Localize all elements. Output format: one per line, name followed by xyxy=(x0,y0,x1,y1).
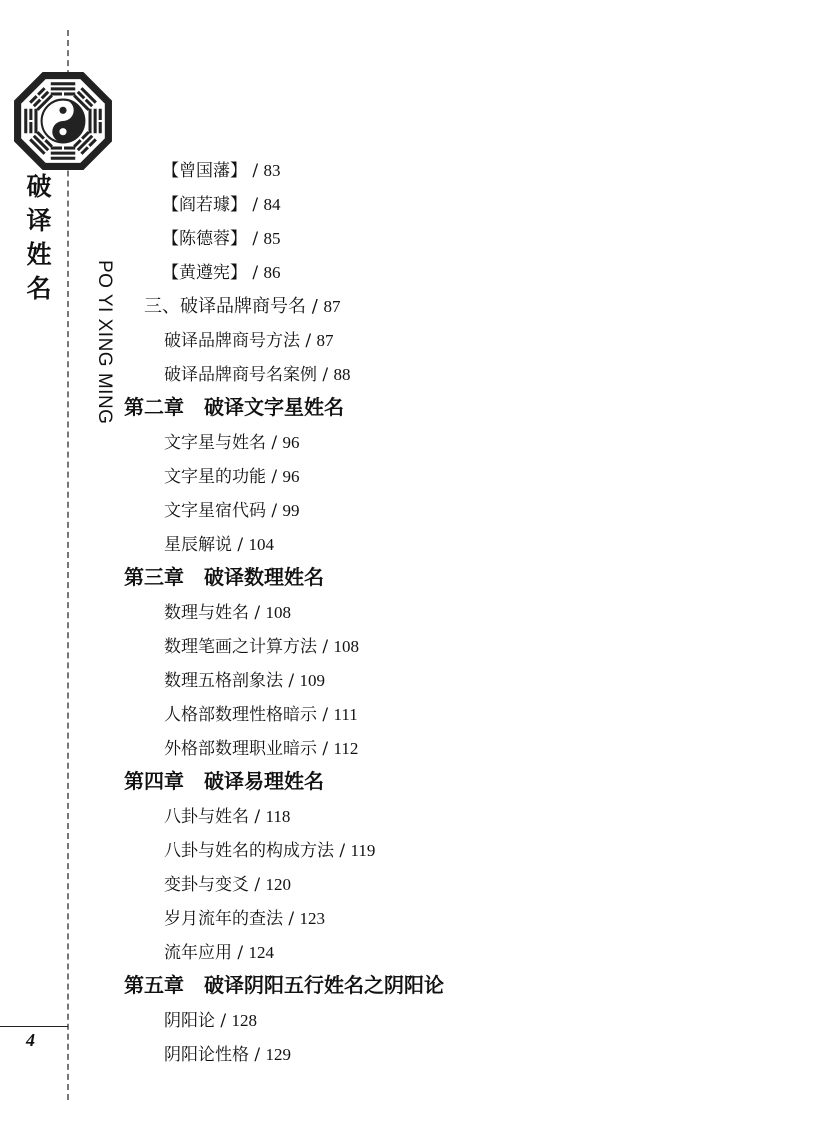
toc-page-separator: / xyxy=(317,739,334,759)
toc-entry-title: 【阎若璩】 xyxy=(162,195,247,215)
toc-page-separator: / xyxy=(317,637,334,657)
toc-page-separator: / xyxy=(249,875,266,895)
toc-entry-title: 八卦与姓名的构成方法 xyxy=(164,841,334,861)
toc-entry-page: 108 xyxy=(333,637,360,656)
toc-entry xyxy=(164,669,325,693)
side-title-char: 名 xyxy=(26,274,52,303)
toc-entry-title: 文字星宿代码 xyxy=(164,501,266,521)
toc-entry-title: 第三章 破译数理姓名 xyxy=(124,565,324,589)
toc-page-separator: / xyxy=(334,841,351,861)
toc-page-separator: / xyxy=(317,705,334,725)
toc-entry-page: 119 xyxy=(350,841,376,860)
toc-page-separator: / xyxy=(249,603,266,623)
toc-entry-page: 99 xyxy=(282,501,300,520)
toc-entry-page: 87 xyxy=(316,331,334,350)
toc-page-separator: / xyxy=(232,943,249,963)
toc-entry-title: 人格部数理性格暗示 xyxy=(164,705,317,725)
toc-entry-title: 阴阳论 xyxy=(164,1011,215,1031)
toc-entry-title: 流年应用 xyxy=(164,943,232,963)
toc-entry xyxy=(162,159,281,183)
toc-entry-title: 数理与姓名 xyxy=(164,603,249,623)
toc-entry xyxy=(164,941,274,965)
toc-entry-page: 124 xyxy=(248,943,275,962)
toc-entry-page: 111 xyxy=(333,705,358,724)
toc-page-separator: / xyxy=(247,161,264,181)
toc-entry-page: 118 xyxy=(265,807,291,826)
toc-entry xyxy=(164,329,334,353)
toc-entry-page: 83 xyxy=(263,161,281,180)
toc-entry xyxy=(164,703,358,727)
toc-entry xyxy=(144,295,341,319)
toc-entry-title: 数理五格剖象法 xyxy=(164,671,283,691)
toc-entry-title: 第二章 破译文字星姓名 xyxy=(124,395,344,419)
toc-page-separator: / xyxy=(232,535,249,555)
toc-entry xyxy=(164,873,291,897)
toc-entry xyxy=(164,499,300,523)
toc-entry xyxy=(164,431,300,455)
toc-entry-page: 128 xyxy=(231,1011,258,1030)
toc-entry xyxy=(164,601,291,625)
toc-entry-page: 108 xyxy=(265,603,292,622)
toc-entry xyxy=(164,1043,291,1067)
toc-page-separator: / xyxy=(317,365,334,385)
toc-entry-page: 85 xyxy=(263,229,281,248)
toc-entry-page: 123 xyxy=(299,909,326,928)
toc-page-separator: / xyxy=(266,501,283,521)
toc-entry-title: 三、破译品牌商号名 xyxy=(144,296,306,317)
toc-entry-page: 96 xyxy=(282,467,300,486)
toc-page-separator: / xyxy=(283,671,300,691)
toc-page-separator: / xyxy=(306,296,324,317)
toc-entry xyxy=(164,465,300,489)
toc-entry-title: 【陈德蓉】 xyxy=(162,229,247,249)
side-title-char: 破 xyxy=(26,172,52,201)
toc-entry-title: 星辰解说 xyxy=(164,535,232,555)
toc-entry-title: 阴阳论性格 xyxy=(164,1045,249,1065)
page-number: 4 xyxy=(26,1030,35,1050)
toc-entry-title: 数理笔画之计算方法 xyxy=(164,637,317,657)
toc-page-separator: / xyxy=(300,331,317,351)
toc-entry-page: 129 xyxy=(265,1045,292,1064)
toc-entry xyxy=(162,261,281,285)
toc-entry-page: 104 xyxy=(248,535,275,554)
toc-page-separator: / xyxy=(266,467,283,487)
toc-entry-title: 文字星的功能 xyxy=(164,467,266,487)
toc-page-separator: / xyxy=(249,807,266,827)
toc-entry-page: 96 xyxy=(282,433,300,452)
toc-entry xyxy=(162,193,281,217)
toc-entry-page: 120 xyxy=(265,875,292,894)
toc-page-separator: / xyxy=(249,1045,266,1065)
toc-page-separator: / xyxy=(247,195,264,215)
toc-page-separator: / xyxy=(283,909,300,929)
toc-entry-title: 文字星与姓名 xyxy=(164,433,266,453)
toc-entry xyxy=(164,907,325,931)
toc-entry xyxy=(164,839,375,863)
toc-entry-title: 【曾国藩】 xyxy=(162,161,247,181)
toc-entry-page: 109 xyxy=(299,671,326,690)
toc-page-separator: / xyxy=(215,1011,232,1031)
toc-entry xyxy=(164,533,274,557)
toc-entry-title: 外格部数理职业暗示 xyxy=(164,739,317,759)
toc-chapter-heading xyxy=(124,767,324,795)
toc-entry-title: 第五章 破译阴阳五行姓名之阴阳论 xyxy=(124,973,444,997)
toc-chapter-heading xyxy=(124,393,344,421)
side-title-char: 译 xyxy=(26,206,52,235)
toc-entry-page: 112 xyxy=(333,739,359,758)
toc-page-separator: / xyxy=(266,433,283,453)
toc-entry-title: 变卦与变爻 xyxy=(164,875,249,895)
toc-entry xyxy=(162,227,281,251)
toc-entry xyxy=(164,805,290,829)
toc-chapter-heading xyxy=(124,563,324,591)
toc-entry-page: 88 xyxy=(333,365,351,384)
toc-entry-title: 第四章 破译易理姓名 xyxy=(124,769,324,793)
toc-entry-title: 破译品牌商号名案例 xyxy=(164,365,317,385)
toc-entry-page: 86 xyxy=(263,263,281,282)
toc-entry-title: 【黄遵宪】 xyxy=(162,263,247,283)
toc-entry-title: 破译品牌商号方法 xyxy=(164,331,300,351)
toc-entry xyxy=(164,737,358,761)
toc-entry xyxy=(164,635,359,659)
toc-entry-title: 八卦与姓名 xyxy=(164,807,249,827)
toc-page-separator: / xyxy=(247,263,264,283)
toc-chapter-heading xyxy=(124,971,444,999)
toc-entry xyxy=(164,363,351,387)
toc-entry-page: 84 xyxy=(263,195,281,214)
side-pinyin-title: PO YI XING MING xyxy=(94,260,115,425)
side-title-char: 姓 xyxy=(26,240,52,269)
toc-entry xyxy=(164,1009,257,1033)
toc-entry-page: 87 xyxy=(323,297,341,316)
toc-entry-title: 岁月流年的查法 xyxy=(164,909,283,929)
toc-page-separator: / xyxy=(247,229,264,249)
